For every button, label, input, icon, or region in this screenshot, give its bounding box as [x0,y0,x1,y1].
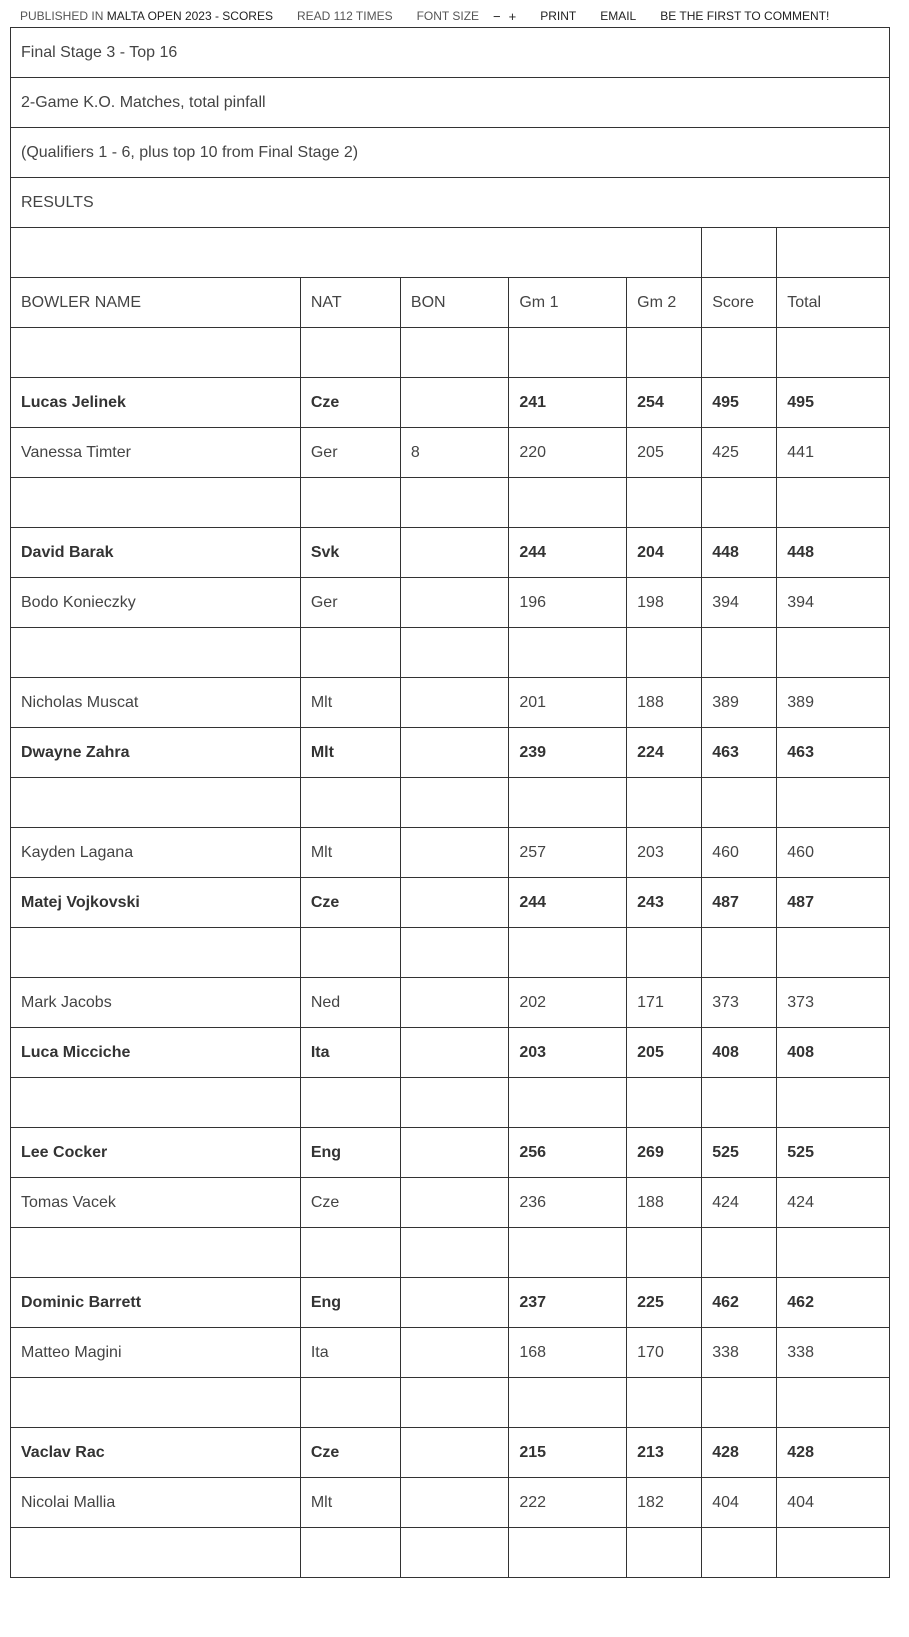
total-cell: 373 [777,978,890,1028]
empty-cell [777,1078,890,1128]
empty-cell [11,1378,301,1428]
gm2-cell: 182 [627,1478,702,1528]
bon-cell [400,828,508,878]
total-cell: 495 [777,378,890,428]
email-link[interactable]: EMAIL [600,9,637,23]
empty-cell [11,1078,301,1128]
empty-cell [627,1078,702,1128]
empty-cell [11,928,301,978]
score-cell: 460 [702,828,777,878]
spacer-row [11,1078,890,1128]
empty-cell [777,328,890,378]
bon-cell [400,578,508,628]
nat-cell: Eng [300,1278,400,1328]
nat-cell: Cze [300,1428,400,1478]
bowler-name-cell: Tomas Vacek [11,1178,301,1228]
nat-cell: Mlt [300,678,400,728]
bowler-row [11,1278,890,1328]
bowler-row [11,578,890,628]
col-header-score: Score [702,278,777,328]
format-description: 2-Game K.O. Matches, total pinfall [11,78,890,128]
spacer-row [11,1228,890,1278]
gm1-cell: 215 [509,1428,627,1478]
bowler-name-cell: Vanessa Timter [11,428,301,478]
bowler-row [11,1178,890,1228]
empty-cell [702,928,777,978]
empty-cell [509,1228,627,1278]
bowler-name-cell: Matteo Magini [11,1328,301,1378]
nat-cell: Cze [300,878,400,928]
total-cell: 404 [777,1478,890,1528]
gm1-cell: 239 [509,728,627,778]
bowler-name-cell: Matej Vojkovski [11,878,301,928]
bowler-row [11,878,890,928]
total-cell: 463 [777,728,890,778]
nat-cell: Ita [300,1028,400,1078]
empty-cell [509,1078,627,1128]
empty-cell [702,1528,777,1578]
total-cell: 462 [777,1278,890,1328]
spacer-row [11,328,890,378]
gm2-cell: 204 [627,528,702,578]
category-link[interactable]: MALTA OPEN 2023 - SCORES [106,9,273,23]
score-cell: 495 [702,378,777,428]
gm1-cell: 203 [509,1028,627,1078]
gm2-cell: 254 [627,378,702,428]
gm2-cell: 205 [627,1028,702,1078]
empty-cell [300,478,400,528]
gm1-cell: 168 [509,1328,627,1378]
nat-cell: Cze [300,378,400,428]
font-size-label: FONT SIZE [416,9,480,23]
score-cell: 525 [702,1128,777,1178]
gm2-cell: 203 [627,828,702,878]
published-prefix: PUBLISHED IN [20,9,104,23]
spacer-row [11,228,890,278]
gm1-cell: 244 [509,528,627,578]
bon-cell [400,728,508,778]
gm2-cell: 224 [627,728,702,778]
bon-cell [400,1478,508,1528]
gm1-cell: 201 [509,678,627,728]
gm2-cell: 198 [627,578,702,628]
bowler-name-cell: Dwayne Zahra [11,728,301,778]
empty-cell [627,1528,702,1578]
gm2-cell: 188 [627,678,702,728]
bowler-row [11,528,890,578]
empty-cell [702,328,777,378]
score-cell: 373 [702,978,777,1028]
empty-cell [509,1378,627,1428]
nat-cell: Eng [300,1128,400,1178]
empty-cell [627,1228,702,1278]
nat-cell: Cze [300,1178,400,1228]
nat-cell: Mlt [300,1478,400,1528]
empty-cell [11,778,301,828]
column-header-row [11,278,890,328]
bowler-name-cell: Lucas Jelinek [11,378,301,428]
bowler-name-cell: Nicholas Muscat [11,678,301,728]
bowler-row [11,678,890,728]
nat-cell: Svk [300,528,400,578]
spacer-row [11,1378,890,1428]
bowler-row [11,1478,890,1528]
gm1-cell: 256 [509,1128,627,1178]
bon-cell [400,678,508,728]
gm2-cell: 170 [627,1328,702,1378]
gm1-cell: 236 [509,1178,627,1228]
empty-cell [400,1528,508,1578]
spacer-row [11,928,890,978]
gm1-cell: 196 [509,578,627,628]
score-cell: 394 [702,578,777,628]
score-cell: 487 [702,878,777,928]
header-row [11,78,890,128]
bowler-name-cell: Kayden Lagana [11,828,301,878]
empty-cell [300,928,400,978]
empty-cell [300,1228,400,1278]
score-cell: 448 [702,528,777,578]
empty-cell [702,228,777,278]
total-cell: 408 [777,1028,890,1078]
gm1-cell: 237 [509,1278,627,1328]
empty-cell [300,778,400,828]
empty-cell [777,1528,890,1578]
nat-cell: Ned [300,978,400,1028]
font-increase-button[interactable]: + [508,8,517,24]
empty-cell [300,1078,400,1128]
gm2-cell: 188 [627,1178,702,1228]
bowler-name-cell: Lee Cocker [11,1128,301,1178]
empty-cell [509,328,627,378]
empty-cell [777,1228,890,1278]
gm2-cell: 243 [627,878,702,928]
bowler-row [11,428,890,478]
score-cell: 408 [702,1028,777,1078]
score-cell: 389 [702,678,777,728]
empty-cell [400,1378,508,1428]
gm2-cell: 171 [627,978,702,1028]
col-header-bon: BON [400,278,508,328]
gm2-cell: 225 [627,1278,702,1328]
empty-cell [702,1228,777,1278]
gm1-cell: 202 [509,978,627,1028]
gm2-cell: 205 [627,428,702,478]
empty-cell [300,1378,400,1428]
total-cell: 460 [777,828,890,878]
bon-cell [400,1128,508,1178]
empty-cell [777,1378,890,1428]
bowler-name-cell: Luca Micciche [11,1028,301,1078]
empty-cell [300,1528,400,1578]
empty-cell [400,778,508,828]
header-row [11,178,890,228]
score-cell: 462 [702,1278,777,1328]
bowler-row [11,1328,890,1378]
empty-cell [627,778,702,828]
empty-cell [11,478,301,528]
empty-cell [400,928,508,978]
bowler-row [11,1128,890,1178]
bon-cell [400,1428,508,1478]
score-cell: 404 [702,1478,777,1528]
spacer-row [11,478,890,528]
empty-cell [777,628,890,678]
col-header-gm1: Gm 1 [509,278,627,328]
print-link[interactable]: PRINT [540,9,577,23]
nat-cell: Mlt [300,728,400,778]
total-cell: 424 [777,1178,890,1228]
gm1-cell: 257 [509,828,627,878]
empty-cell [627,628,702,678]
bon-cell [400,378,508,428]
bowler-name-cell: Vaclav Rac [11,1428,301,1478]
empty-cell [777,778,890,828]
bowler-row [11,1428,890,1478]
total-cell: 525 [777,1128,890,1178]
empty-cell [400,478,508,528]
empty-cell [509,478,627,528]
empty-cell [777,478,890,528]
score-cell: 338 [702,1328,777,1378]
nat-cell: Ger [300,578,400,628]
empty-cell [702,778,777,828]
gm1-cell: 244 [509,878,627,928]
spacer-row [11,1528,890,1578]
gm2-cell: 213 [627,1428,702,1478]
score-cell: 463 [702,728,777,778]
score-cell: 425 [702,428,777,478]
col-header-nat: NAT [300,278,400,328]
spacer-row [11,778,890,828]
empty-cell [11,328,301,378]
gm1-cell: 220 [509,428,627,478]
bowler-row [11,728,890,778]
empty-cell [509,1528,627,1578]
empty-cell [627,1378,702,1428]
bon-cell [400,978,508,1028]
nat-cell: Ger [300,428,400,478]
empty-cell [400,1078,508,1128]
empty-cell [509,928,627,978]
bowler-name-cell: Nicolai Mallia [11,1478,301,1528]
spacer-row [11,628,890,678]
empty-cell [702,478,777,528]
total-cell: 448 [777,528,890,578]
gm2-cell: 269 [627,1128,702,1178]
bowler-name-cell: David Barak [11,528,301,578]
total-cell: 338 [777,1328,890,1378]
score-cell: 424 [702,1178,777,1228]
bon-cell [400,1028,508,1078]
article-meta-bar [20,8,829,24]
bowler-name-cell: Dominic Barrett [11,1278,301,1328]
qualifiers-note: (Qualifiers 1 - 6, plus top 10 from Final Stage 2) [11,128,890,178]
bon-cell [400,1278,508,1328]
empty-cell [11,228,702,278]
col-header-total: Total [777,278,890,328]
empty-cell [702,1378,777,1428]
empty-cell [400,328,508,378]
total-cell: 441 [777,428,890,478]
bon-cell [400,1178,508,1228]
empty-cell [702,628,777,678]
empty-cell [777,228,890,278]
empty-cell [400,628,508,678]
results-heading: RESULTS [11,178,890,228]
empty-cell [300,328,400,378]
nat-cell: Ita [300,1328,400,1378]
empty-cell [627,478,702,528]
comment-link[interactable]: BE THE FIRST TO COMMENT! [660,9,830,23]
empty-cell [11,1528,301,1578]
bowler-row [11,978,890,1028]
gm1-cell: 222 [509,1478,627,1528]
bowler-row [11,378,890,428]
empty-cell [777,928,890,978]
total-cell: 487 [777,878,890,928]
total-cell: 428 [777,1428,890,1478]
gm1-cell: 241 [509,378,627,428]
header-row [11,28,890,78]
stage-title: Final Stage 3 - Top 16 [11,28,890,78]
bon-cell [400,1328,508,1378]
bowler-name-cell: Mark Jacobs [11,978,301,1028]
empty-cell [509,628,627,678]
total-cell: 389 [777,678,890,728]
score-cell: 428 [702,1428,777,1478]
bowler-name-cell: Bodo Konieczky [11,578,301,628]
col-header-gm2: Gm 2 [627,278,702,328]
font-decrease-button[interactable]: − [493,8,501,24]
total-cell: 394 [777,578,890,628]
empty-cell [400,1228,508,1278]
empty-cell [702,1078,777,1128]
empty-cell [300,628,400,678]
results-table [10,27,890,1578]
nat-cell: Mlt [300,828,400,878]
bowler-row [11,1028,890,1078]
bon-cell [400,528,508,578]
empty-cell [627,328,702,378]
bon-cell: 8 [400,428,508,478]
empty-cell [11,628,301,678]
bowler-row [11,828,890,878]
empty-cell [11,1228,301,1278]
bon-cell [400,878,508,928]
header-row [11,128,890,178]
col-header-bowler-name: BOWLER NAME [11,278,301,328]
read-count: READ 112 TIMES [296,9,393,23]
empty-cell [509,778,627,828]
empty-cell [627,928,702,978]
